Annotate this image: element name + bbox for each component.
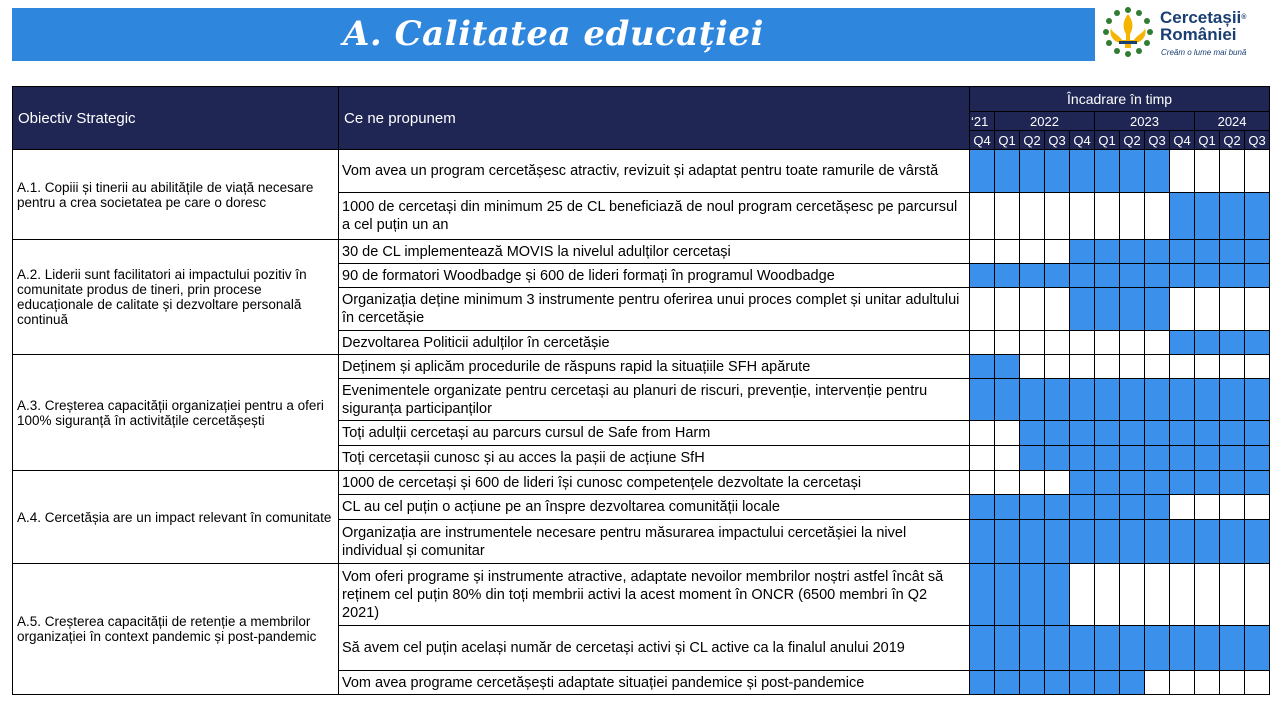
- quarter-label: Q3: [1045, 131, 1070, 150]
- timeline-cell-filled: [1220, 264, 1245, 288]
- timeline-cell-filled: [1045, 150, 1070, 193]
- timeline-cell-filled: [1120, 264, 1145, 288]
- timeline-cell-filled: [970, 379, 995, 421]
- timeline-cell-empty: [1070, 193, 1095, 240]
- timeline-cell-filled: [1120, 421, 1145, 446]
- objective-cell: A.3. Creșterea capacității organizației pentru a oferi 100% siguranță în activitățile cercetășești: [13, 355, 339, 471]
- timeline-cell-filled: [1095, 671, 1120, 695]
- goal-cell: 30 de CL implementează MOVIS la nivelul adulților cercetași: [339, 240, 970, 264]
- timeline-cell-filled: [1095, 446, 1120, 471]
- year-label: 2023: [1095, 112, 1195, 131]
- timeline-cell-filled: [1045, 379, 1070, 421]
- timeline-cell-filled: [1245, 193, 1270, 240]
- timeline-cell-filled: [995, 520, 1020, 564]
- objective-cell: A.5. Creșterea capacității de retenție a membrilor organizației în context pandemic și post-pandemic: [13, 564, 339, 695]
- timeline-cell-empty: [1195, 355, 1220, 379]
- goal-cell: Dezvoltarea Politicii adulților în cercetășie: [339, 331, 970, 355]
- timeline-cell-filled: [1070, 495, 1095, 520]
- timeline-cell-empty: [1195, 150, 1220, 193]
- timeline-cell-filled: [995, 264, 1020, 288]
- timeline-cell-filled: [1045, 626, 1070, 671]
- timeline-cell-filled: [1045, 264, 1070, 288]
- timeline-cell-empty: [1220, 288, 1245, 331]
- goal-cell: Deținem și aplicăm procedurile de răspuns rapid la situațiile SFH apărute: [339, 355, 970, 379]
- quarter-label: Q1: [1195, 131, 1220, 150]
- timeline-cell-filled: [1220, 520, 1245, 564]
- timeline-cell-filled: [1220, 331, 1245, 355]
- timeline-cell-filled: [1020, 264, 1045, 288]
- organization-logo: [1100, 4, 1276, 62]
- timeline-cell-empty: [1170, 671, 1195, 695]
- fleur-de-lis-icon: [1100, 4, 1156, 60]
- quarter-label: Q1: [995, 131, 1020, 150]
- timeline-cell-empty: [1245, 288, 1270, 331]
- timeline-cell-empty: [1245, 355, 1270, 379]
- timeline-cell-filled: [1120, 471, 1145, 495]
- timeline-cell-empty: [1020, 471, 1045, 495]
- timeline-cell-filled: [1145, 240, 1170, 264]
- timeline-cell-filled: [995, 626, 1020, 671]
- timeline-cell-empty: [970, 193, 995, 240]
- timeline-cell-empty: [1045, 240, 1070, 264]
- goal-cell: Organizația deține minimum 3 instrumente pentru oferirea unui proces complet și unitar adultului în cercetășie: [339, 288, 970, 331]
- timeline-cell-filled: [1120, 671, 1145, 695]
- goal-cell: Vom avea programe cercetășești adaptate situației pandemice și post-pandemice: [339, 671, 970, 695]
- timeline-cell-filled: [1020, 379, 1045, 421]
- timeline-cell-filled: [1120, 446, 1145, 471]
- timeline-cell-filled: [1145, 626, 1170, 671]
- title-banner: [12, 8, 1095, 61]
- timeline-cell-empty: [995, 421, 1020, 446]
- timeline-cell-empty: [970, 471, 995, 495]
- timeline-cell-filled: [1020, 150, 1045, 193]
- goal-cell: Toți adulții cercetași au parcurs cursul de Safe from Harm: [339, 421, 970, 446]
- timeline-cell-filled: [970, 626, 995, 671]
- table-row: [13, 240, 1270, 264]
- timeline-cell-empty: [1120, 331, 1145, 355]
- timeline-cell-filled: [1245, 421, 1270, 446]
- goal-cell: CL au cel puțin o acțiune pe an înspre dezvoltarea comunității locale: [339, 495, 970, 520]
- logo-name: [1160, 9, 1246, 43]
- timeline-cell-filled: [1070, 421, 1095, 446]
- timeline-cell-filled: [1120, 150, 1145, 193]
- timeline-cell-empty: [970, 421, 995, 446]
- timeline-cell-empty: [1220, 150, 1245, 193]
- timeline-cell-empty: [970, 240, 995, 264]
- timeline-cell-empty: [1245, 564, 1270, 626]
- timeline-cell-empty: [1220, 495, 1245, 520]
- timeline-cell-empty: [1120, 193, 1145, 240]
- timeline-cell-empty: [1170, 564, 1195, 626]
- registered-mark: ®: [1241, 14, 1247, 21]
- timeline-cell-filled: [1095, 421, 1120, 446]
- timeline-cell-filled: [1070, 626, 1095, 671]
- timeline-cell-empty: [1170, 288, 1195, 331]
- timeline-cell-empty: [1095, 331, 1120, 355]
- timeline-cell-empty: [1170, 355, 1195, 379]
- logo-name-line1: Cercetașii: [1160, 8, 1242, 27]
- timeline-cell-filled: [1120, 495, 1145, 520]
- timeline-cell-filled: [1170, 379, 1195, 421]
- timeline-cell-filled: [1195, 264, 1220, 288]
- timeline-cell-filled: [1070, 379, 1095, 421]
- timeline-cell-empty: [1070, 355, 1095, 379]
- year-label: 2022: [995, 112, 1095, 131]
- timeline-cell-filled: [995, 564, 1020, 626]
- timeline-cell-empty: [1195, 288, 1220, 331]
- timeline-cell-empty: [1195, 495, 1220, 520]
- timeline-cell-filled: [1045, 671, 1070, 695]
- timeline-cell-filled: [970, 564, 995, 626]
- timeline-cell-empty: [1095, 193, 1120, 240]
- timeline-cell-filled: [1195, 379, 1220, 421]
- timeline-cell-filled: [1045, 520, 1070, 564]
- timeline-cell-empty: [1045, 193, 1070, 240]
- timeline-cell-filled: [1095, 240, 1120, 264]
- timeline-cell-filled: [1220, 446, 1245, 471]
- page-title: A. Calitatea educației: [343, 14, 764, 54]
- timeline-cell-filled: [1145, 264, 1170, 288]
- timeline-cell-filled: [1170, 626, 1195, 671]
- timeline-cell-filled: [1045, 495, 1070, 520]
- timeline-cell-filled: [995, 355, 1020, 379]
- quarter-label: Q2: [1020, 131, 1045, 150]
- timeline-cell-empty: [970, 331, 995, 355]
- timeline-cell-filled: [1020, 446, 1045, 471]
- timeline-cell-filled: [1120, 520, 1145, 564]
- timeline-cell-filled: [1020, 564, 1045, 626]
- timeline-cell-filled: [1170, 240, 1195, 264]
- strategic-plan-table: [12, 86, 1270, 695]
- timeline-cell-empty: [1120, 355, 1145, 379]
- timeline-cell-filled: [1195, 626, 1220, 671]
- timeline-cell-filled: [1245, 240, 1270, 264]
- timeline-cell-empty: [1145, 193, 1170, 240]
- timeline-cell-filled: [1220, 193, 1245, 240]
- quarter-label: Q3: [1145, 131, 1170, 150]
- timeline-cell-filled: [1195, 331, 1220, 355]
- objective-cell: A.4. Cercetășia are un impact relevant în comunitate: [13, 471, 339, 564]
- timeline-cell-filled: [1145, 446, 1170, 471]
- timeline-cell-empty: [1045, 331, 1070, 355]
- timeline-cell-empty: [1220, 564, 1245, 626]
- timeline-cell-filled: [1170, 421, 1195, 446]
- timeline-cell-filled: [1145, 421, 1170, 446]
- timeline-cell-empty: [1020, 240, 1045, 264]
- objective-cell: A.1. Copiii și tinerii au abilitățile de viață necesare pentru a crea societatea pe care o doresc: [13, 150, 339, 240]
- timeline-cell-empty: [995, 471, 1020, 495]
- timeline-cell-filled: [1145, 379, 1170, 421]
- timeline-cell-filled: [1220, 471, 1245, 495]
- header-objective: Obiectiv Strategic: [13, 87, 339, 150]
- timeline-cell-filled: [995, 671, 1020, 695]
- goal-cell: Organizația are instrumentele necesare pentru măsurarea impactului cercetășiei la nivel individual și comunitar: [339, 520, 970, 564]
- timeline-cell-filled: [1245, 520, 1270, 564]
- timeline-cell-filled: [1145, 288, 1170, 331]
- timeline-cell-filled: [1020, 495, 1045, 520]
- timeline-cell-filled: [1095, 495, 1120, 520]
- year-label: 2024: [1195, 112, 1270, 131]
- timeline-cell-filled: [1095, 379, 1120, 421]
- timeline-cell-filled: [1220, 379, 1245, 421]
- timeline-cell-filled: [1070, 520, 1095, 564]
- timeline-cell-filled: [1195, 193, 1220, 240]
- timeline-cell-empty: [1145, 355, 1170, 379]
- timeline-cell-filled: [1145, 471, 1170, 495]
- timeline-cell-filled: [1020, 520, 1045, 564]
- timeline-cell-filled: [1070, 471, 1095, 495]
- timeline-cell-empty: [1245, 150, 1270, 193]
- timeline-cell-filled: [1095, 471, 1120, 495]
- timeline-cell-filled: [1245, 264, 1270, 288]
- goal-cell: Evenimentele organizate pentru cercetași au planuri de riscuri, prevenție, intervenție pentru siguranța participanților: [339, 379, 970, 421]
- goal-cell: 1000 de cercetași din minimum 25 de CL beneficiază de noul program cercetășesc pe parcursul a cel puțin un an: [339, 193, 970, 240]
- timeline-cell-filled: [1145, 495, 1170, 520]
- timeline-cell-filled: [1170, 331, 1195, 355]
- timeline-cell-filled: [1120, 379, 1145, 421]
- timeline-cell-filled: [1245, 331, 1270, 355]
- timeline-cell-filled: [1070, 240, 1095, 264]
- goal-cell: Vom oferi programe și instrumente atractive, adaptate nevoilor membrilor noștri astfel încât să reținem cel puțin 80% din toți membrii activi la acest moment în ONCR (6500 membri în Q2 2021): [339, 564, 970, 626]
- header-goal: Ce ne propunem: [339, 87, 970, 150]
- timeline-cell-empty: [1170, 150, 1195, 193]
- timeline-cell-empty: [1245, 671, 1270, 695]
- timeline-cell-empty: [1070, 331, 1095, 355]
- timeline-cell-filled: [1020, 421, 1045, 446]
- timeline-cell-filled: [1020, 626, 1045, 671]
- timeline-cell-filled: [995, 495, 1020, 520]
- timeline-cell-empty: [1020, 355, 1045, 379]
- timeline-cell-empty: [1120, 564, 1145, 626]
- timeline-cell-filled: [1195, 240, 1220, 264]
- quarter-label: Q4: [1170, 131, 1195, 150]
- timeline-cell-empty: [1145, 564, 1170, 626]
- timeline-cell-filled: [1195, 446, 1220, 471]
- logo-tagline: Creăm o lume mai bună: [1161, 48, 1247, 57]
- timeline-cell-filled: [970, 671, 995, 695]
- timeline-cell-filled: [995, 379, 1020, 421]
- timeline-cell-filled: [1120, 288, 1145, 331]
- timeline-cell-empty: [1095, 564, 1120, 626]
- timeline-cell-filled: [970, 264, 995, 288]
- year-label: ‘21: [970, 112, 995, 131]
- quarter-label: Q4: [970, 131, 995, 150]
- timeline-cell-empty: [1145, 331, 1170, 355]
- timeline-cell-filled: [970, 495, 995, 520]
- timeline-cell-filled: [1045, 564, 1070, 626]
- timeline-cell-filled: [1070, 264, 1095, 288]
- timeline-cell-filled: [970, 150, 995, 193]
- timeline-cell-empty: [1245, 495, 1270, 520]
- timeline-cell-filled: [1220, 626, 1245, 671]
- timeline-cell-empty: [1220, 355, 1245, 379]
- timeline-cell-filled: [1220, 421, 1245, 446]
- timeline-cell-empty: [995, 331, 1020, 355]
- timeline-cell-empty: [995, 193, 1020, 240]
- timeline-cell-empty: [970, 288, 995, 331]
- timeline-cell-filled: [1020, 671, 1045, 695]
- timeline-cell-filled: [1220, 240, 1245, 264]
- table-row: [13, 471, 1270, 495]
- timeline-cell-empty: [1070, 564, 1095, 626]
- timeline-cell-empty: [1220, 671, 1245, 695]
- timeline-cell-empty: [1020, 331, 1045, 355]
- timeline-cell-filled: [1095, 150, 1120, 193]
- timeline-cell-filled: [1070, 150, 1095, 193]
- timeline-cell-empty: [995, 288, 1020, 331]
- quarter-label: Q2: [1220, 131, 1245, 150]
- table-row: [13, 564, 1270, 626]
- goal-cell: 90 de formatori Woodbadge și 600 de lideri formați în programul Woodbadge: [339, 264, 970, 288]
- goal-cell: Toți cercetașii cunosc și au acces la pașii de acțiune SfH: [339, 446, 970, 471]
- timeline-cell-empty: [1170, 495, 1195, 520]
- logo-name-line2: României: [1160, 25, 1237, 44]
- timeline-cell-empty: [1195, 564, 1220, 626]
- timeline-cell-filled: [1170, 264, 1195, 288]
- plan-body: [13, 150, 1270, 695]
- timeline-cell-filled: [1145, 150, 1170, 193]
- timeline-cell-filled: [995, 150, 1020, 193]
- timeline-cell-filled: [1045, 421, 1070, 446]
- timeline-cell-empty: [1045, 288, 1070, 331]
- timeline-cell-filled: [1170, 520, 1195, 564]
- timeline-cell-empty: [1045, 355, 1070, 379]
- timeline-cell-filled: [1070, 288, 1095, 331]
- quarter-label: Q2: [1120, 131, 1145, 150]
- goal-cell: 1000 de cercetași și 600 de lideri își cunosc competențele dezvoltate la cercetași: [339, 471, 970, 495]
- timeline-cell-empty: [1020, 288, 1045, 331]
- timeline-cell-filled: [1195, 471, 1220, 495]
- timeline-cell-filled: [1120, 240, 1145, 264]
- timeline-cell-empty: [1020, 193, 1045, 240]
- timeline-cell-empty: [1045, 471, 1070, 495]
- timeline-cell-filled: [1120, 626, 1145, 671]
- timeline-cell-filled: [1095, 626, 1120, 671]
- timeline-cell-filled: [1070, 446, 1095, 471]
- timeline-cell-empty: [995, 240, 1020, 264]
- timeline-cell-filled: [1170, 471, 1195, 495]
- timeline-cell-empty: [1145, 671, 1170, 695]
- timeline-cell-filled: [970, 520, 995, 564]
- timeline-cell-filled: [1095, 264, 1120, 288]
- timeline-cell-filled: [1045, 446, 1070, 471]
- table-row: [13, 150, 1270, 193]
- timeline-cell-filled: [1245, 626, 1270, 671]
- goal-cell: Să avem cel puțin același număr de cercetași activi și CL active ca la finalul anului 2019: [339, 626, 970, 671]
- timeline-cell-filled: [1245, 446, 1270, 471]
- timeline-cell-empty: [1195, 671, 1220, 695]
- timeline-cell-filled: [1145, 520, 1170, 564]
- quarter-label: Q1: [1095, 131, 1120, 150]
- objective-cell: A.2. Liderii sunt facilitatori ai impactului pozitiv în comunitate produs de tineri, prin procese educaționale de calitate și dezvoltare personală continuă: [13, 240, 339, 355]
- timeline-cell-empty: [1095, 355, 1120, 379]
- timeline-cell-filled: [1170, 193, 1195, 240]
- timeline-cell-filled: [970, 355, 995, 379]
- goal-cell: Vom avea un program cercetășesc atractiv, revizuit și adaptat pentru toate ramurile de vârstă: [339, 150, 970, 193]
- timeline-cell-filled: [1195, 520, 1220, 564]
- timeline-cell-filled: [1195, 421, 1220, 446]
- table-row: [13, 355, 1270, 379]
- timeline-cell-filled: [1170, 446, 1195, 471]
- header-timeline: Încadrare în timp: [970, 87, 1270, 112]
- timeline-cell-filled: [1095, 520, 1120, 564]
- timeline-cell-filled: [1245, 379, 1270, 421]
- timeline-cell-filled: [1070, 671, 1095, 695]
- timeline-cell-empty: [970, 446, 995, 471]
- timeline-cell-filled: [1095, 288, 1120, 331]
- timeline-cell-empty: [995, 446, 1020, 471]
- quarter-label: Q4: [1070, 131, 1095, 150]
- quarter-label: Q3: [1245, 131, 1270, 150]
- timeline-cell-filled: [1245, 471, 1270, 495]
